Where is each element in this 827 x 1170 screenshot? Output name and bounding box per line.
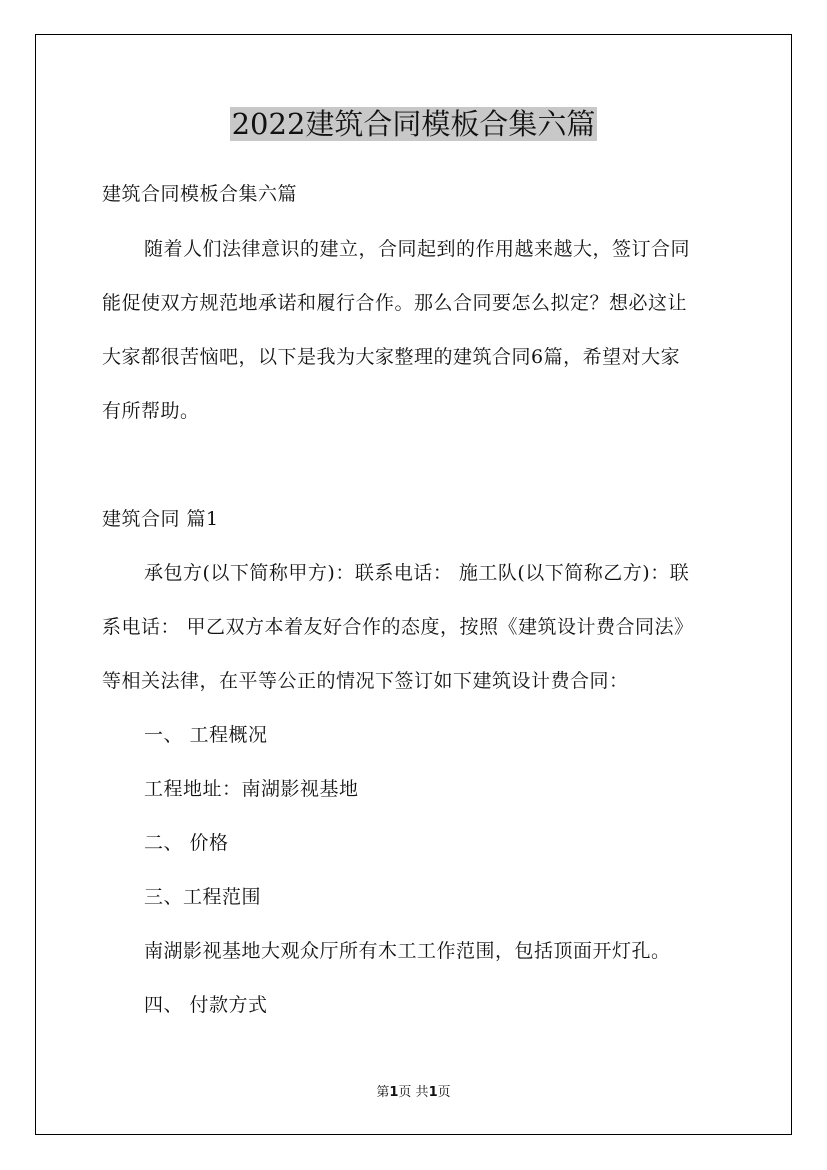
item-engineering-overview: 一、 工程概况 [144,724,268,746]
intro-line-2: 能促使双方规范地承诺和履行合作。那么合同要怎么拟定？想必这让 [102,292,688,314]
section-heading: 建筑合同 篇1 [102,508,219,530]
page-footer: 第1页 共1页 [376,1085,451,1100]
item-scope-detail: 南湖影视基地大观众厅所有木工工作范围，包括顶面开灯孔。 [144,940,671,962]
item-project-scope: 三、工程范围 [144,886,262,908]
total-page-number: 1 [428,1085,438,1100]
intro-line-1: 随着人们法律意识的建立，合同起到的作用越来越大，签订合同 [144,238,691,260]
intro-line-3: 大家都很苦恼吧，以下是我为大家整理的建筑合同6篇，希望对大家 [102,346,681,368]
item-project-address: 工程地址：南湖影视基地 [144,778,359,800]
section-body-line-3: 等相关法律，在平等公正的情况下签订如下建筑设计费合同： [102,670,629,692]
item-price: 二、 价格 [144,832,229,854]
title-highlight: 2022建筑合同模板合集六篇 [231,107,596,141]
document-title [0,104,827,144]
current-page-number: 1 [389,1085,399,1100]
section-body-line-1: 承包方(以下简称甲方)：联系电话： 施工队(以下简称乙方)：联 [144,562,690,584]
section-body-line-2: 系电话： 甲乙双方本着友好合作的态度，按照《建筑设计费合同法》 [102,616,694,638]
document-subtitle: 建筑合同模板合集六篇 [102,183,298,205]
intro-line-4: 有所帮助。 [102,400,200,422]
item-payment-method: 四、 付款方式 [144,994,268,1016]
